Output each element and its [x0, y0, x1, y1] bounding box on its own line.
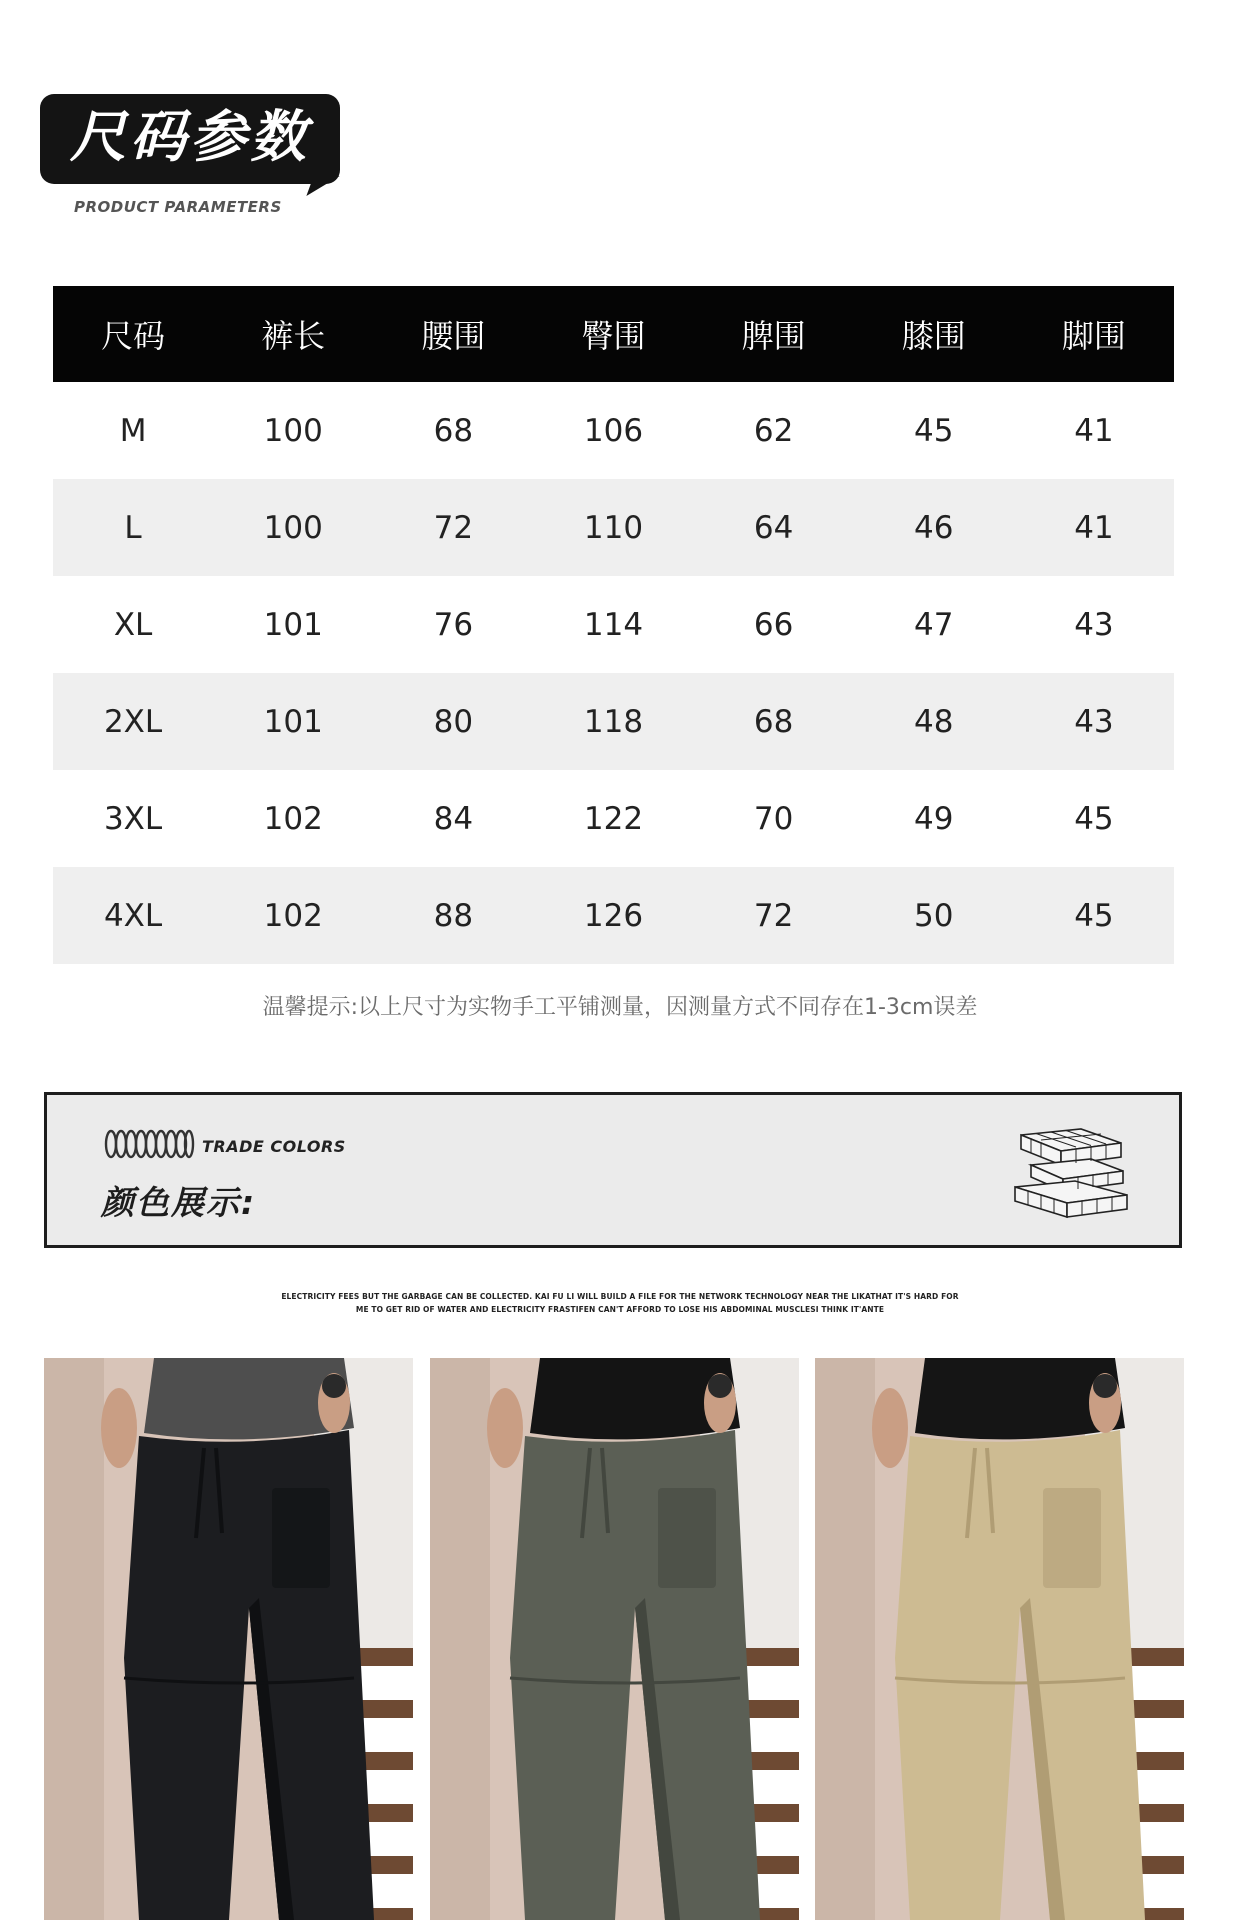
table-header-row [53, 286, 1174, 382]
trade-colors-label: TRADE COLORS [202, 1137, 346, 1156]
table-cell: 126 [533, 867, 693, 964]
table-cell: 45 [914, 412, 954, 449]
section-header-badge [40, 94, 340, 216]
table-cell: 68 [694, 673, 854, 770]
table-cell: 118 [533, 673, 693, 770]
column-header: 裤长 [213, 286, 373, 382]
table-cell: 3XL [103, 800, 163, 837]
table-cell: 41 [1014, 479, 1174, 576]
table-row [53, 382, 1174, 479]
product-photo-black [44, 1358, 413, 1920]
table-row [53, 867, 1174, 964]
measurement-tip: 温馨提示:以上尺寸为实物手工平铺测量，因测量方式不同存在1-3cm误差 [262, 995, 978, 1020]
table-cell: 49 [914, 800, 954, 837]
table-cell: L [53, 479, 213, 576]
table-cell: 100 [213, 479, 373, 576]
fine-print [200, 1290, 1040, 1316]
table-cell: 114 [583, 606, 644, 643]
table-cell: M [119, 412, 147, 449]
table-cell: 101 [263, 606, 323, 643]
table-cell: 45 [1074, 800, 1114, 837]
table-cell: 106 [583, 412, 644, 449]
table-cell: 50 [854, 867, 1014, 964]
table-cell: 72 [694, 867, 854, 964]
fine-print-line-1: ELECTRICITY FEES BUT THE GARBAGE CAN BE COLLECTED. KAI FU LI WILL BUILD A FILE FOR THE NETWORK TECHNOLOGY NEAR THE LIKATHAT IT'S HARD FOR [281, 1292, 959, 1301]
table-cell: XL [113, 606, 153, 643]
table-cell: 62 [753, 412, 794, 449]
spring-icon [103, 1127, 195, 1161]
table-cell: 84 [433, 800, 474, 837]
table-cell: 101 [213, 673, 373, 770]
table-row [53, 479, 1174, 576]
fine-print-line-2: ME TO GET RID OF WATER AND ELECTRICITY FRASTIFEN CAN'T AFFORD TO LOSE HIS ABDOMINAL MUSCLESI THINK IT'ANTE [355, 1305, 885, 1314]
table-cell: 47 [914, 606, 954, 643]
colors-title: 颜色展示: [101, 1183, 257, 1222]
table-cell: 68 [433, 412, 474, 449]
table-row [53, 770, 1174, 867]
table-cell: 102 [263, 800, 323, 837]
table-cell: 70 [753, 800, 794, 837]
column-header: 膝围 [854, 286, 1014, 382]
table-cell: 110 [533, 479, 693, 576]
size-table [53, 286, 1174, 964]
stacked-cubes-icon [1011, 1125, 1131, 1221]
product-photo-khaki [815, 1358, 1184, 1920]
table-cell: 88 [373, 867, 533, 964]
table-cell: 76 [433, 606, 474, 643]
table-cell: 100 [263, 412, 323, 449]
table-cell: 2XL [53, 673, 213, 770]
column-header: 臀围 [533, 286, 693, 382]
table-cell: 45 [1014, 867, 1174, 964]
header-pill-tail [306, 176, 339, 196]
column-header: 尺码 [53, 286, 213, 382]
table-cell: 41 [1074, 412, 1114, 449]
table-cell: 80 [373, 673, 533, 770]
column-header: 脚围 [1014, 286, 1174, 382]
product-photo-army-green [430, 1358, 799, 1920]
column-header: 腰围 [373, 286, 533, 382]
table-cell: 66 [753, 606, 794, 643]
table-cell: 43 [1014, 673, 1174, 770]
page-subtitle: PRODUCT PARAMETERS [74, 198, 282, 216]
table-cell: 4XL [53, 867, 213, 964]
table-row [53, 673, 1174, 770]
trade-colors-banner [44, 1092, 1182, 1248]
table-cell: 122 [583, 800, 644, 837]
table-cell: 43 [1074, 606, 1114, 643]
table-cell: 64 [694, 479, 854, 576]
table-cell: 48 [854, 673, 1014, 770]
column-header: 脾围 [694, 286, 854, 382]
table-row [53, 576, 1174, 673]
table-cell: 102 [213, 867, 373, 964]
table-cell: 46 [854, 479, 1014, 576]
table-cell: 72 [373, 479, 533, 576]
page-title: 尺码参数 [70, 105, 310, 170]
